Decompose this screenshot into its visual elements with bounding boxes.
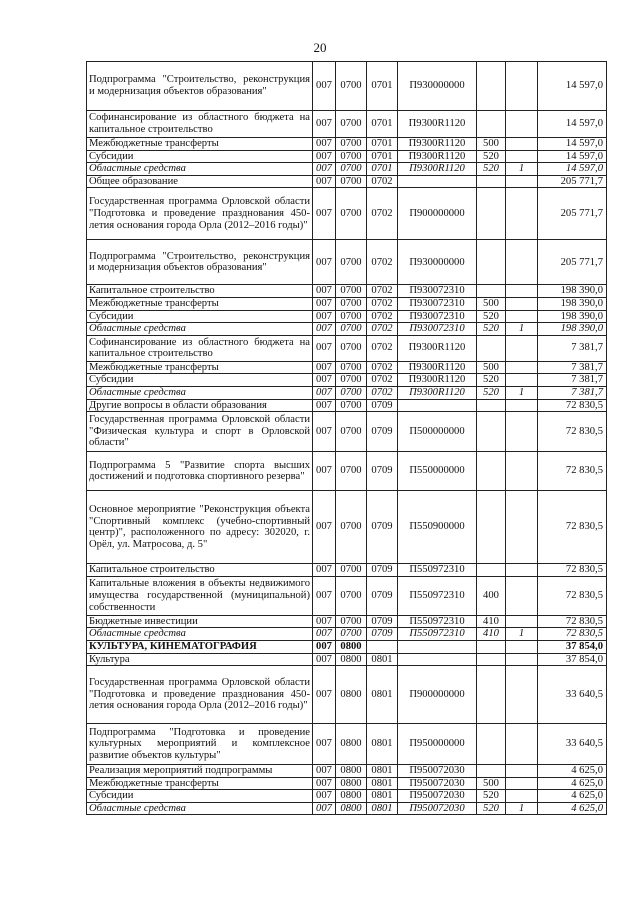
expense-type-code: 520 bbox=[477, 310, 506, 323]
section-code: 0700 bbox=[336, 576, 367, 615]
target-article-code: П550972310 bbox=[398, 615, 477, 628]
table-row bbox=[87, 724, 607, 765]
expense-type-code: 500 bbox=[477, 138, 506, 151]
expense-type-code bbox=[477, 765, 506, 778]
row-name: Капитальное строительство bbox=[87, 564, 313, 577]
amount: 205 771,7 bbox=[538, 240, 607, 285]
amount: 72 830,5 bbox=[538, 491, 607, 564]
funding-source-code bbox=[506, 297, 538, 310]
expense-type-code: 500 bbox=[477, 297, 506, 310]
expense-type-code: 520 bbox=[477, 163, 506, 176]
target-article-code: П9300R1120 bbox=[398, 138, 477, 151]
section-code: 0700 bbox=[336, 399, 367, 412]
section-code: 0800 bbox=[336, 666, 367, 724]
funding-source-code bbox=[506, 777, 538, 790]
target-article-code: П900000000 bbox=[398, 666, 477, 724]
subsection-code: 0702 bbox=[367, 188, 398, 240]
funding-source-code bbox=[506, 361, 538, 374]
table-row bbox=[87, 653, 607, 666]
amount: 7 381,7 bbox=[538, 374, 607, 387]
target-article-code: П550000000 bbox=[398, 452, 477, 491]
section-code: 0700 bbox=[336, 285, 367, 298]
subsection-code: 0701 bbox=[367, 62, 398, 111]
row-name: Государственная программа Орловской области "Физическая культура и спорт в Орловской области" bbox=[87, 412, 313, 452]
row-name: Областные средства bbox=[87, 323, 313, 336]
target-article-code: П500000000 bbox=[398, 412, 477, 452]
section-code: 0700 bbox=[336, 452, 367, 491]
target-article-code: П550972310 bbox=[398, 628, 477, 641]
ved-code: 007 bbox=[313, 802, 336, 815]
funding-source-code bbox=[506, 374, 538, 387]
table-row bbox=[87, 491, 607, 564]
amount: 72 830,5 bbox=[538, 564, 607, 577]
section-code: 0700 bbox=[336, 615, 367, 628]
table-row bbox=[87, 335, 607, 361]
subsection-code: 0801 bbox=[367, 666, 398, 724]
subsection-code: 0702 bbox=[367, 386, 398, 399]
subsection-code: 0701 bbox=[367, 163, 398, 176]
table-row bbox=[87, 310, 607, 323]
ved-code: 007 bbox=[313, 188, 336, 240]
amount: 72 830,5 bbox=[538, 399, 607, 412]
funding-source-code bbox=[506, 335, 538, 361]
subsection-code: 0702 bbox=[367, 240, 398, 285]
table-row bbox=[87, 111, 607, 138]
table-row bbox=[87, 188, 607, 240]
section-code: 0700 bbox=[336, 62, 367, 111]
ved-code: 007 bbox=[313, 138, 336, 151]
funding-source-code bbox=[506, 240, 538, 285]
ved-code: 007 bbox=[313, 615, 336, 628]
subsection-code: 0702 bbox=[367, 335, 398, 361]
table-row bbox=[87, 386, 607, 399]
table-row bbox=[87, 138, 607, 151]
subsection-code: 0709 bbox=[367, 576, 398, 615]
row-name: Областные средства bbox=[87, 628, 313, 641]
row-name: Государственная программа Орловской области "Подготовка и проведение празднования 450-летия основания города Орла (2012–2016 годы)" bbox=[87, 666, 313, 724]
target-article-code bbox=[398, 399, 477, 412]
amount: 7 381,7 bbox=[538, 386, 607, 399]
target-article-code: П9300R1120 bbox=[398, 111, 477, 138]
funding-source-code bbox=[506, 188, 538, 240]
row-name: Субсидии bbox=[87, 150, 313, 163]
budget-table-body bbox=[87, 62, 607, 815]
table-row bbox=[87, 615, 607, 628]
amount: 4 625,0 bbox=[538, 765, 607, 778]
section-code: 0700 bbox=[336, 111, 367, 138]
subsection-code: 0709 bbox=[367, 491, 398, 564]
subsection-code: 0702 bbox=[367, 297, 398, 310]
ved-code: 007 bbox=[313, 240, 336, 285]
ved-code: 007 bbox=[313, 361, 336, 374]
expense-type-code: 520 bbox=[477, 802, 506, 815]
table-row bbox=[87, 777, 607, 790]
table-row bbox=[87, 412, 607, 452]
ved-code: 007 bbox=[313, 150, 336, 163]
amount: 7 381,7 bbox=[538, 361, 607, 374]
subsection-code: 0709 bbox=[367, 564, 398, 577]
ved-code: 007 bbox=[313, 412, 336, 452]
row-name: Субсидии bbox=[87, 310, 313, 323]
expense-type-code bbox=[477, 724, 506, 765]
subsection-code: 0801 bbox=[367, 765, 398, 778]
funding-source-code: 1 bbox=[506, 163, 538, 176]
subsection-code: 0709 bbox=[367, 452, 398, 491]
row-name: Областные средства bbox=[87, 386, 313, 399]
ved-code: 007 bbox=[313, 653, 336, 666]
target-article-code: П930072310 bbox=[398, 310, 477, 323]
funding-source-code bbox=[506, 111, 538, 138]
funding-source-code bbox=[506, 564, 538, 577]
row-name: Культура bbox=[87, 653, 313, 666]
target-article-code: П900000000 bbox=[398, 188, 477, 240]
table-row bbox=[87, 361, 607, 374]
amount: 72 830,5 bbox=[538, 412, 607, 452]
subsection-code: 0709 bbox=[367, 399, 398, 412]
amount: 14 597,0 bbox=[538, 111, 607, 138]
amount: 14 597,0 bbox=[538, 163, 607, 176]
amount: 72 830,5 bbox=[538, 576, 607, 615]
row-name: Бюджетные инвестиции bbox=[87, 615, 313, 628]
ved-code: 007 bbox=[313, 323, 336, 336]
amount: 205 771,7 bbox=[538, 188, 607, 240]
section-code: 0700 bbox=[336, 335, 367, 361]
row-name: Софинансирование из областного бюджета на капитальное строительство bbox=[87, 111, 313, 138]
target-article-code: П930000000 bbox=[398, 62, 477, 111]
table-row bbox=[87, 163, 607, 176]
section-code: 0700 bbox=[336, 491, 367, 564]
amount: 33 640,5 bbox=[538, 724, 607, 765]
amount: 205 771,7 bbox=[538, 175, 607, 188]
target-article-code: П9300R1120 bbox=[398, 374, 477, 387]
subsection-code: 0701 bbox=[367, 111, 398, 138]
table-row bbox=[87, 374, 607, 387]
section-code: 0700 bbox=[336, 138, 367, 151]
expense-type-code bbox=[477, 412, 506, 452]
row-name: Подпрограмма "Строительство, реконструкция и модернизация объектов образования" bbox=[87, 240, 313, 285]
ved-code: 007 bbox=[313, 374, 336, 387]
row-name: КУЛЬТУРА, КИНЕМАТОГРАФИЯ bbox=[87, 640, 313, 653]
funding-source-code bbox=[506, 175, 538, 188]
expense-type-code bbox=[477, 666, 506, 724]
expense-type-code bbox=[477, 62, 506, 111]
table-row bbox=[87, 452, 607, 491]
expense-type-code: 520 bbox=[477, 790, 506, 803]
table-row bbox=[87, 285, 607, 298]
expense-type-code: 400 bbox=[477, 576, 506, 615]
row-name: Общее образование bbox=[87, 175, 313, 188]
target-article-code: П950000000 bbox=[398, 724, 477, 765]
table-row bbox=[87, 765, 607, 778]
ved-code: 007 bbox=[313, 111, 336, 138]
subsection-code: 0801 bbox=[367, 802, 398, 815]
section-code: 0700 bbox=[336, 310, 367, 323]
table-row bbox=[87, 564, 607, 577]
ved-code: 007 bbox=[313, 765, 336, 778]
section-code: 0800 bbox=[336, 802, 367, 815]
expense-type-code: 520 bbox=[477, 374, 506, 387]
target-article-code bbox=[398, 653, 477, 666]
funding-source-code bbox=[506, 412, 538, 452]
table-row bbox=[87, 666, 607, 724]
row-name: Другие вопросы в области образования bbox=[87, 399, 313, 412]
row-name: Межбюджетные трансферты bbox=[87, 138, 313, 151]
amount: 4 625,0 bbox=[538, 802, 607, 815]
target-article-code: П930072310 bbox=[398, 297, 477, 310]
funding-source-code bbox=[506, 765, 538, 778]
funding-source-code: 1 bbox=[506, 323, 538, 336]
ved-code: 007 bbox=[313, 285, 336, 298]
funding-source-code bbox=[506, 491, 538, 564]
section-code: 0700 bbox=[336, 297, 367, 310]
funding-source-code: 1 bbox=[506, 802, 538, 815]
table-row bbox=[87, 576, 607, 615]
expense-type-code bbox=[477, 335, 506, 361]
ved-code: 007 bbox=[313, 491, 336, 564]
target-article-code: П550900000 bbox=[398, 491, 477, 564]
section-code: 0700 bbox=[336, 361, 367, 374]
subsection-code: 0702 bbox=[367, 374, 398, 387]
row-name: Субсидии bbox=[87, 790, 313, 803]
funding-source-code bbox=[506, 150, 538, 163]
amount: 4 625,0 bbox=[538, 790, 607, 803]
ved-code: 007 bbox=[313, 297, 336, 310]
amount: 33 640,5 bbox=[538, 666, 607, 724]
table-row bbox=[87, 175, 607, 188]
row-name: Основное мероприятие "Реконструкция объекта "Спортивный комплекс (учебно-спортивный центр)", расположенного по адресу: 302020, г. Орёл, ул. Матросова, д. 5" bbox=[87, 491, 313, 564]
section-code: 0800 bbox=[336, 653, 367, 666]
amount: 198 390,0 bbox=[538, 285, 607, 298]
subsection-code: 0801 bbox=[367, 777, 398, 790]
funding-source-code bbox=[506, 285, 538, 298]
funding-source-code: 1 bbox=[506, 386, 538, 399]
amount: 37 854,0 bbox=[538, 640, 607, 653]
expense-type-code bbox=[477, 452, 506, 491]
expense-type-code bbox=[477, 564, 506, 577]
expense-type-code bbox=[477, 640, 506, 653]
target-article-code: П9300R1120 bbox=[398, 163, 477, 176]
target-article-code: П9300R1120 bbox=[398, 150, 477, 163]
ved-code: 007 bbox=[313, 777, 336, 790]
expense-type-code bbox=[477, 175, 506, 188]
funding-source-code bbox=[506, 310, 538, 323]
subsection-code: 0701 bbox=[367, 138, 398, 151]
section-code: 0700 bbox=[336, 150, 367, 163]
table-row bbox=[87, 628, 607, 641]
section-code: 0700 bbox=[336, 188, 367, 240]
table-row bbox=[87, 240, 607, 285]
amount: 4 625,0 bbox=[538, 777, 607, 790]
row-name: Субсидии bbox=[87, 374, 313, 387]
funding-source-code bbox=[506, 615, 538, 628]
row-name: Софинансирование из областного бюджета на капитальное строительство bbox=[87, 335, 313, 361]
amount: 14 597,0 bbox=[538, 150, 607, 163]
target-article-code: П9300R1120 bbox=[398, 361, 477, 374]
subsection-code: 0701 bbox=[367, 150, 398, 163]
expense-type-code bbox=[477, 653, 506, 666]
ved-code: 007 bbox=[313, 175, 336, 188]
amount: 72 830,5 bbox=[538, 452, 607, 491]
section-code: 0700 bbox=[336, 175, 367, 188]
row-name: Межбюджетные трансферты bbox=[87, 777, 313, 790]
page-number: 20 bbox=[313, 40, 327, 55]
row-name: Подпрограмма "Подготовка и проведение культурных мероприятий и комплексное развитие объектов культуры" bbox=[87, 724, 313, 765]
subsection-code: 0709 bbox=[367, 615, 398, 628]
subsection-code: 0801 bbox=[367, 724, 398, 765]
expense-type-code bbox=[477, 111, 506, 138]
subsection-code bbox=[367, 640, 398, 653]
ved-code: 007 bbox=[313, 310, 336, 323]
subsection-code: 0801 bbox=[367, 653, 398, 666]
section-code: 0700 bbox=[336, 374, 367, 387]
target-article-code: П9300R1120 bbox=[398, 386, 477, 399]
subsection-code: 0801 bbox=[367, 790, 398, 803]
table-row bbox=[87, 297, 607, 310]
expense-type-code bbox=[477, 491, 506, 564]
ved-code: 007 bbox=[313, 576, 336, 615]
ved-code: 007 bbox=[313, 335, 336, 361]
table-row bbox=[87, 150, 607, 163]
ved-code: 007 bbox=[313, 564, 336, 577]
amount: 7 381,7 bbox=[538, 335, 607, 361]
target-article-code: П550972310 bbox=[398, 576, 477, 615]
funding-source-code bbox=[506, 62, 538, 111]
table-row bbox=[87, 62, 607, 111]
funding-source-code bbox=[506, 452, 538, 491]
amount: 14 597,0 bbox=[538, 62, 607, 111]
ved-code: 007 bbox=[313, 62, 336, 111]
ved-code: 007 bbox=[313, 790, 336, 803]
section-code: 0700 bbox=[336, 163, 367, 176]
expense-type-code: 520 bbox=[477, 323, 506, 336]
funding-source-code: 1 bbox=[506, 628, 538, 641]
table-row bbox=[87, 323, 607, 336]
row-name: Государственная программа Орловской области "Подготовка и проведение празднования 450-летия основания города Орла (2012–2016 годы)" bbox=[87, 188, 313, 240]
funding-source-code bbox=[506, 138, 538, 151]
target-article-code: П950072030 bbox=[398, 765, 477, 778]
row-name: Межбюджетные трансферты bbox=[87, 361, 313, 374]
amount: 198 390,0 bbox=[538, 297, 607, 310]
section-code: 0700 bbox=[336, 564, 367, 577]
section-code: 0800 bbox=[336, 765, 367, 778]
expense-type-code: 520 bbox=[477, 150, 506, 163]
table-row bbox=[87, 790, 607, 803]
row-name: Реализация мероприятий подпрограммы bbox=[87, 765, 313, 778]
table-row bbox=[87, 640, 607, 653]
funding-source-code bbox=[506, 576, 538, 615]
amount: 198 390,0 bbox=[538, 323, 607, 336]
section-code: 0800 bbox=[336, 777, 367, 790]
expense-type-code: 410 bbox=[477, 628, 506, 641]
expense-type-code: 500 bbox=[477, 777, 506, 790]
target-article-code: П950072030 bbox=[398, 802, 477, 815]
funding-source-code bbox=[506, 640, 538, 653]
amount: 72 830,5 bbox=[538, 615, 607, 628]
subsection-code: 0709 bbox=[367, 412, 398, 452]
target-article-code: П930000000 bbox=[398, 240, 477, 285]
target-article-code: П550972310 bbox=[398, 564, 477, 577]
funding-source-code bbox=[506, 724, 538, 765]
section-code: 0700 bbox=[336, 240, 367, 285]
ved-code: 007 bbox=[313, 452, 336, 491]
subsection-code: 0709 bbox=[367, 628, 398, 641]
row-name: Межбюджетные трансферты bbox=[87, 297, 313, 310]
funding-source-code bbox=[506, 653, 538, 666]
row-name: Областные средства bbox=[87, 802, 313, 815]
expense-type-code bbox=[477, 188, 506, 240]
funding-source-code bbox=[506, 666, 538, 724]
section-code: 0700 bbox=[336, 323, 367, 336]
target-article-code: П9300R1120 bbox=[398, 335, 477, 361]
target-article-code bbox=[398, 640, 477, 653]
section-code: 0800 bbox=[336, 790, 367, 803]
ved-code: 007 bbox=[313, 163, 336, 176]
subsection-code: 0702 bbox=[367, 175, 398, 188]
expense-type-code bbox=[477, 399, 506, 412]
ved-code: 007 bbox=[313, 666, 336, 724]
ved-code: 007 bbox=[313, 386, 336, 399]
target-article-code: П930072310 bbox=[398, 323, 477, 336]
row-name: Подпрограмма 5 "Развитие спорта высших достижений и подготовка спортивного резерва" bbox=[87, 452, 313, 491]
expense-type-code: 410 bbox=[477, 615, 506, 628]
section-code: 0700 bbox=[336, 386, 367, 399]
funding-source-code bbox=[506, 399, 538, 412]
subsection-code: 0702 bbox=[367, 310, 398, 323]
row-name: Капитальное строительство bbox=[87, 285, 313, 298]
target-article-code: П950072030 bbox=[398, 777, 477, 790]
ved-code: 007 bbox=[313, 724, 336, 765]
budget-table bbox=[86, 61, 607, 815]
expense-type-code bbox=[477, 285, 506, 298]
subsection-code: 0702 bbox=[367, 285, 398, 298]
amount: 37 854,0 bbox=[538, 653, 607, 666]
expense-type-code bbox=[477, 240, 506, 285]
expense-type-code: 520 bbox=[477, 386, 506, 399]
ved-code: 007 bbox=[313, 640, 336, 653]
subsection-code: 0702 bbox=[367, 361, 398, 374]
row-name: Капитальные вложения в объекты недвижимого имущества государственной (муниципальной) собственности bbox=[87, 576, 313, 615]
section-code: 0700 bbox=[336, 628, 367, 641]
amount: 72 830,5 bbox=[538, 628, 607, 641]
section-code: 0800 bbox=[336, 724, 367, 765]
target-article-code: П950072030 bbox=[398, 790, 477, 803]
funding-source-code bbox=[506, 790, 538, 803]
row-name: Подпрограмма "Строительство, реконструкция и модернизация объектов образования" bbox=[87, 62, 313, 111]
expense-type-code: 500 bbox=[477, 361, 506, 374]
target-article-code bbox=[398, 175, 477, 188]
row-name: Областные средства bbox=[87, 163, 313, 176]
amount: 198 390,0 bbox=[538, 310, 607, 323]
ved-code: 007 bbox=[313, 628, 336, 641]
amount: 14 597,0 bbox=[538, 138, 607, 151]
subsection-code: 0702 bbox=[367, 323, 398, 336]
target-article-code: П930072310 bbox=[398, 285, 477, 298]
table-row bbox=[87, 399, 607, 412]
section-code: 0700 bbox=[336, 412, 367, 452]
section-code: 0800 bbox=[336, 640, 367, 653]
table-row bbox=[87, 802, 607, 815]
ved-code: 007 bbox=[313, 399, 336, 412]
